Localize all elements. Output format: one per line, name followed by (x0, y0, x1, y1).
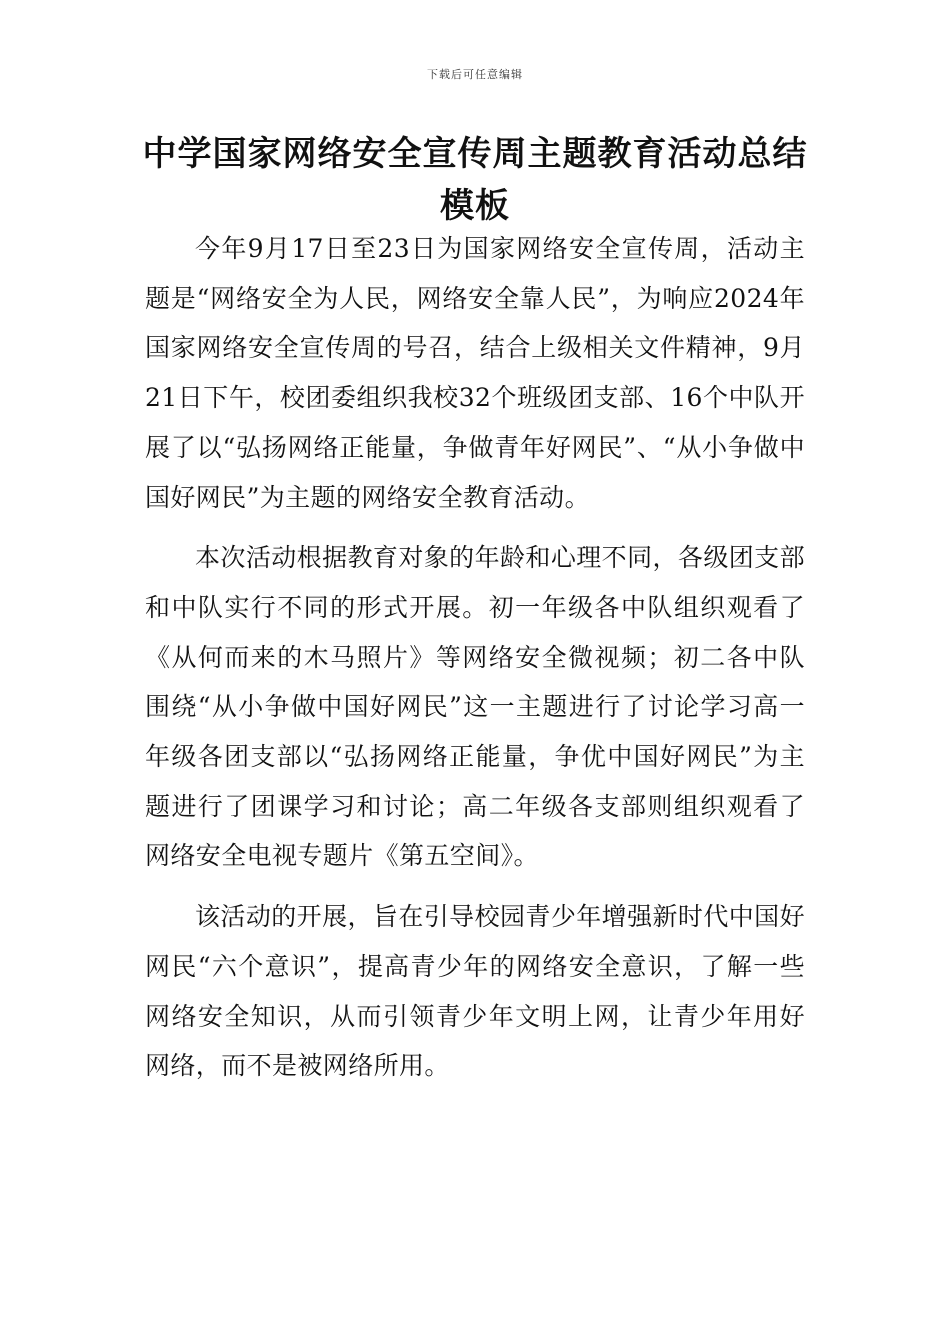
paragraph-3: 该活动的开展，旨在引导校园青少年增强新时代中国好网民“六个意识”，提高青少年的网络安全意识，了解一些网络安全知识，从而引领青少年文明上网，让青少年用好网络，而不是被网络所用。 (145, 902, 805, 1081)
header-note: 下载后可任意编辑 (427, 68, 523, 81)
document-title: 中学国家网络安全宣传周主题教育活动总结模板 (142, 134, 808, 226)
document-body (145, 224, 805, 1091)
paragraph-1: 今年9月17日至23日为国家网络安全宣传周，活动主题是“网络安全为人民，网络安全靠人民”，为响应2024年国家网络安全宣传周的号召，结合上级相关文件精神，9月21日下午，校团委组织我校32个班级团支部、16个中队开展了以“弘扬网络正能量，争做青年好网民”、“从小争做中国好网民”为主题的网络安全教育活动。 (145, 234, 805, 512)
paragraph-2: 本次活动根据教育对象的年龄和心理不同，各级团支部和中队实行不同的形式开展。初一年级各中队组织观看了《从何而来的木马照片》等网络安全微视频；初二各中队围绕“从小争做中国好网民”这一主题进行了讨论学习高一年级各团支部以“弘扬网络正能量，争优中国好网民”为主题进行了团课学习和讨论；高二年级各支部则组织观看了网络安全电视专题片《第五空间》。 (145, 543, 805, 871)
